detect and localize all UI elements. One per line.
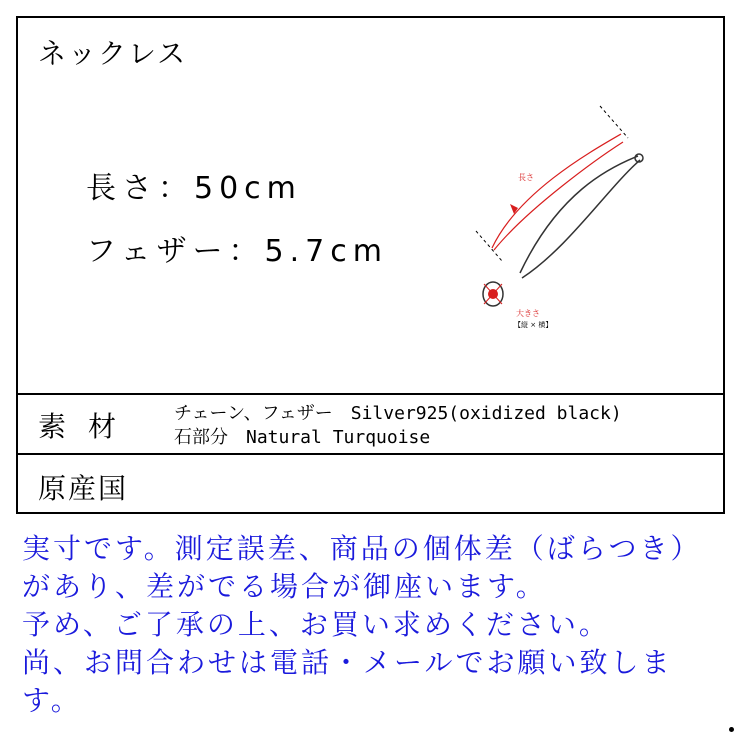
notice-text xyxy=(22,530,732,720)
notice-line: す。 xyxy=(22,684,82,717)
origin-label: 原産国 xyxy=(38,472,129,505)
material-line-2: 石部分 Natural Turquoise xyxy=(174,427,431,448)
diagram-length-label: 長さ xyxy=(518,173,534,182)
length-spec: 長さ：50cm xyxy=(86,171,302,206)
notice-line: 予め、ご了承の上、お買い求めください。 xyxy=(22,608,610,641)
corner-dot xyxy=(729,727,734,732)
spec-sheet xyxy=(16,16,725,514)
necklace-chain-back xyxy=(522,160,640,278)
product-section xyxy=(18,18,723,395)
feather-spec: フェザー：5.7cm xyxy=(86,234,388,269)
product-title: ネックレス xyxy=(38,37,188,70)
origin-section xyxy=(18,453,723,514)
notice-line: があり、差がでる場合が御座います。 xyxy=(22,570,547,603)
notice-line: 尚、お問合わせは電話・メールでお願い致しま xyxy=(22,646,673,679)
guide-line-top xyxy=(600,106,628,138)
material-section xyxy=(18,393,723,455)
length-arc-outer xyxy=(494,142,623,250)
material-label: 素材 xyxy=(38,410,139,443)
diagram-size-label: 大きさ xyxy=(516,309,540,318)
notice-line: 実寸です。測定誤差、商品の個体差（ばらつき） xyxy=(22,532,702,565)
diagram-size-note: 【縦 × 横】 xyxy=(514,321,553,328)
arrow-icon xyxy=(510,204,518,214)
necklace-diagram xyxy=(458,98,648,328)
material-line-1: チェーン、フェザー Silver925(oxidized black) xyxy=(174,403,622,424)
